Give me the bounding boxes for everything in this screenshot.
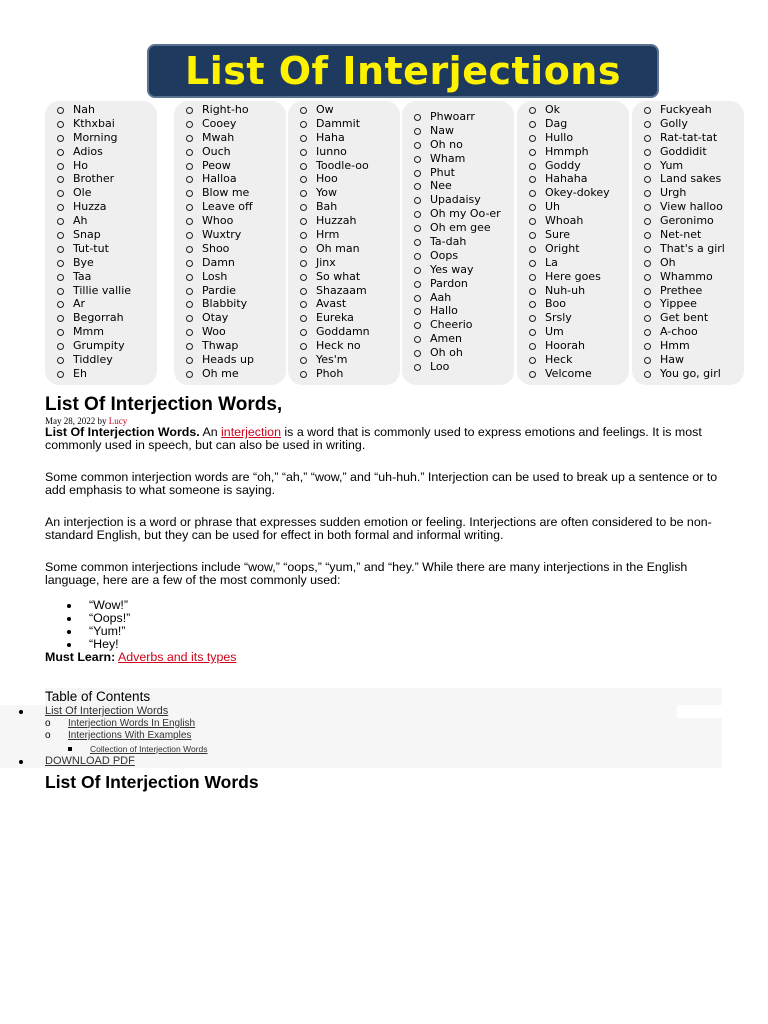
interjection-item: Yow [288,186,400,200]
toc-link-download-pdf[interactable]: DOWNLOAD PDF [45,755,135,767]
interjection-item: Ar [45,297,157,311]
interjection-item: Morning [45,131,157,145]
interjection-item: Phwoarr [402,110,514,124]
interjection-item: Pardon [402,277,514,291]
column-1 [45,101,157,385]
column-2 [174,101,286,385]
interjection-item: Whoo [174,214,286,228]
interjection-item: Here goes [517,270,629,284]
bullet-marker [19,710,23,714]
interjection-item: Hullo [517,131,629,145]
interjection-item: Oops [402,249,514,263]
interjection-item: That's a girl [632,242,744,256]
interjection-item: Yum [632,159,744,173]
interjection-item: Brother [45,172,157,186]
post-by: by [97,416,107,426]
interjection-item: Heck no [288,339,400,353]
interjection-item: Bye [45,256,157,270]
interjection-item: Fuckyeah [632,103,744,117]
interjection-item: Oright [517,242,629,256]
interjection-item: Blabbity [174,297,286,311]
interjection-item: Nah [45,103,157,117]
interjection-item: Shoo [174,242,286,256]
toc-item [0,705,677,718]
post-date: May 28, 2022 [45,416,96,426]
paragraph-1-text: is a word that is commonly used to express emotions and feelings. It is most commonly used in speech, but can also be used in writing. [45,425,702,452]
interjection-item: Get bent [632,311,744,325]
interjection-item: Goddamn [288,325,400,339]
interjection-item: View halloo [632,200,744,214]
interjection-item: Losh [174,270,286,284]
interjection-item: Hmmph [517,145,629,159]
interjection-item: Pardie [174,284,286,298]
interjection-item: Cheerio [402,318,514,332]
circle-marker: o [45,717,51,729]
toc-link-interjections-with-examples[interactable]: Interjections With Examples [68,730,192,741]
interjection-item: Ole [45,186,157,200]
interjection-item: Adios [45,145,157,159]
interjection-item: Peow [174,159,286,173]
interjection-item: Oh my Oo-er [402,207,514,221]
toc-box [45,688,722,705]
adverbs-link[interactable]: Adverbs and its types [117,650,237,664]
interjection-item: Upadaisy [402,193,514,207]
interjection-item: Ow [288,103,400,117]
interjection-item: Otay [174,311,286,325]
column-4 [402,101,514,385]
interjection-item: Ho [45,159,157,173]
interjection-item: Um [517,325,629,339]
interjection-item: Wuxtry [174,228,286,242]
interjection-item: Toodle-oo [288,159,400,173]
interjection-item: Uh [517,200,629,214]
interjection-item: Golly [632,117,744,131]
interjection-item: Hmm [632,339,744,353]
interjection-item: Mmm [45,325,157,339]
square-marker [68,747,72,751]
interjection-item: Aah [402,291,514,305]
toc-link-interjection-words-in-english[interactable]: Interjection Words In English [68,717,196,729]
interjection-item: Huzzah [288,214,400,228]
interjection-item: Kthxbai [45,117,157,131]
interjection-item: Halloa [174,172,286,186]
interjection-item: Oh [632,256,744,270]
interjection-item: Dag [517,117,629,131]
interjection-item: Shazaam [288,284,400,298]
interjection-item: Nuh-uh [517,284,629,298]
toc-subitem [0,718,722,731]
interjection-item: Mwah [174,131,286,145]
interjection-item: Hahaha [517,172,629,186]
interjection-item: Huzza [45,200,157,214]
article-title: List Of Interjection Words, [45,394,283,415]
interjection-item: Oh me [174,367,286,381]
interjection-item: Haw [632,353,744,367]
paragraph-1 [45,426,725,452]
interjection-item: Okey-dokey [517,186,629,200]
interjection-item: Ah [45,214,157,228]
interjection-item: Land sakes [632,172,744,186]
bullet-marker [19,760,23,764]
interjection-item: Tut-tut [45,242,157,256]
interjection-item: Naw [402,124,514,138]
interjection-item: Damn [174,256,286,270]
interjection-item: Amen [402,332,514,346]
must-learn-label: Must Learn: [45,650,116,664]
interjection-item: Hoorah [517,339,629,353]
interjection-item: Snap [45,228,157,242]
interjection-item: So what [288,270,400,284]
interjection-item: Velcome [517,367,629,381]
article [45,394,725,664]
author-link[interactable]: Lucy [108,416,128,426]
interjection-item: Goddy [517,159,629,173]
interjection-item: Hallo [402,304,514,318]
column-6 [632,101,744,385]
toc-subsubitem [0,743,722,756]
interjection-item: Boo [517,297,629,311]
toc-title[interactable]: Table of Contents [45,689,151,704]
banner-title: List Of Interjections [185,49,621,93]
interjection-item: Oh man [288,242,400,256]
list-item: “Wow!” [89,599,725,612]
interjection-link[interactable]: interjection [221,425,281,439]
interjection-item: Ouch [174,145,286,159]
column-3 [288,101,400,385]
interjection-item: Eh [45,367,157,381]
interjection-item: Phoh [288,367,400,381]
interjection-item: Dammit [288,117,400,131]
interjection-item: Yes'm [288,353,400,367]
interjection-item: Rat-tat-tat [632,131,744,145]
interjection-item: La [517,256,629,270]
interjection-item: Leave off [174,200,286,214]
interjection-item: Begorrah [45,311,157,325]
interjection-item: Nee [402,179,514,193]
banner [147,44,659,98]
paragraph-3: An interjection is a word or phrase that expresses sudden emotion or feeling. Interjections are often considered to be non-standard English, but they can be used for effect in both formal and informal writing. [45,515,712,542]
interjection-item: Iunno [288,145,400,159]
interjection-item: Heck [517,353,629,367]
interjection-item: Taa [45,270,157,284]
interjection-columns [45,101,768,385]
interjection-item: Oh oh [402,346,514,360]
interjection-item: Bah [288,200,400,214]
paragraph-1-bold: List Of Interjection Words. [45,425,200,439]
interjection-item: Jinx [288,256,400,270]
interjection-item: Sure [517,228,629,242]
interjection-item: Whoah [517,214,629,228]
interjection-item: Eureka [288,311,400,325]
interjection-item: Geronimo [632,214,744,228]
interjection-item: Phut [402,166,514,180]
toc-item [0,755,722,768]
interjection-item: Grumpity [45,339,157,353]
section-heading: List Of Interjection Words [45,772,259,792]
interjection-item: Haha [288,131,400,145]
interjection-item: Avast [288,297,400,311]
paragraph-1-pre: An [202,425,218,439]
toc-link-list-of-interjection-words[interactable]: List Of Interjection Words [45,705,169,717]
interjection-item: Urgh [632,186,744,200]
interjection-item: Oh no [402,138,514,152]
paragraph-4: Some common interjections include “wow,” “oops,” “yum,” and “hey.” While there are many interjections in the English language, here are a few of the most commonly used: [45,560,688,587]
interjection-item: Yes way [402,263,514,277]
interjection-item: Prethee [632,284,744,298]
common-interjections-list [45,599,725,651]
list-item: “Oops!” [89,612,725,625]
list-item: “Yum!” [89,625,725,638]
interjection-item: Whammo [632,270,744,284]
interjection-item: Yippee [632,297,744,311]
interjection-item: Ta-dah [402,235,514,249]
interjection-item: Loo [402,360,514,374]
interjection-item: Srsly [517,311,629,325]
table-of-contents [0,688,722,768]
interjection-item: Tillie vallie [45,284,157,298]
list-item: “Hey! [89,638,725,651]
toc-subitem [0,730,722,743]
interjection-item: Woo [174,325,286,339]
toc-link-collection-of-interjection-words[interactable]: Collection of Interjection Words [90,743,208,754]
interjection-item: Thwap [174,339,286,353]
interjection-item: Blow me [174,186,286,200]
paragraph-2: Some common interjection words are “oh,” “ah,” “wow,” and “uh-huh.” Interjection can be used to break up a sentence or to add emphasis to what someone is saying. [45,470,718,497]
interjection-item: Ok [517,103,629,117]
interjection-item: Right-ho [174,103,286,117]
interjection-item: Oh em gee [402,221,514,235]
interjection-item: Wham [402,152,514,166]
interjection-item: Cooey [174,117,286,131]
interjection-item: Goddidit [632,145,744,159]
circle-marker: o [45,730,51,741]
interjection-item: Net-net [632,228,744,242]
interjection-item: Heads up [174,353,286,367]
interjection-item: Hrm [288,228,400,242]
interjection-item: Hoo [288,172,400,186]
must-learn [45,651,725,664]
interjection-item: A-choo [632,325,744,339]
interjection-item: Tiddley [45,353,157,367]
column-5 [517,101,629,385]
interjection-item: You go, girl [632,367,744,381]
